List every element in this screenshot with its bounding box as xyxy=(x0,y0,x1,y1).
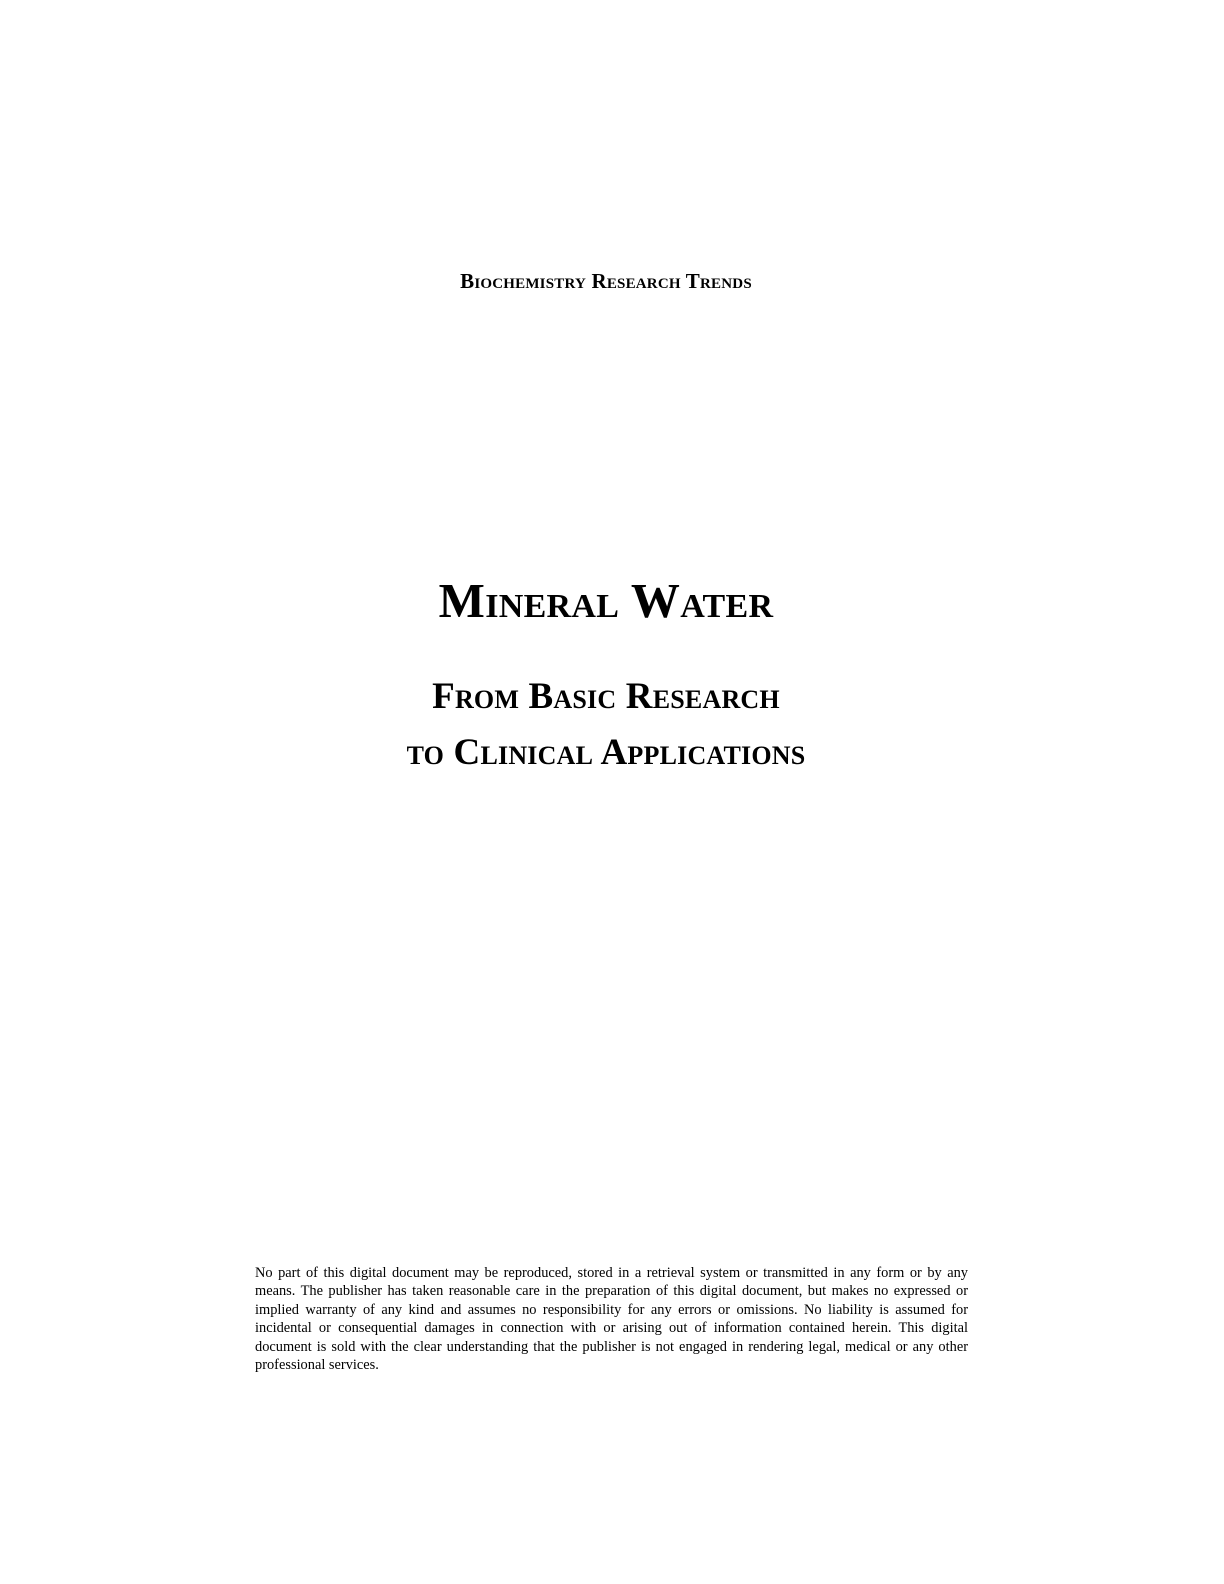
book-subtitle-line-1: From Basic Research xyxy=(432,676,780,717)
copyright-disclaimer: No part of this digital document may be reproduced, stored in a retrieval system or transmitted in any form or by any means. The publisher has taken reasonable care in the preparation of this digital document, but makes no expressed or implied warranty of any kind and assumes no responsibility for any errors or omissions. No liability is assumed for incidental or consequential damages in connection with or arising out of information contained herein. This digital document is sold with the clear understanding that the publisher is not engaged in rendering legal, medical or any other professional services. xyxy=(255,1265,968,1374)
book-title: Mineral Water xyxy=(438,573,774,628)
book-subtitle-line-2: to Clinical Applications xyxy=(406,732,806,773)
series-title: Biochemistry Research Trends xyxy=(460,269,752,293)
